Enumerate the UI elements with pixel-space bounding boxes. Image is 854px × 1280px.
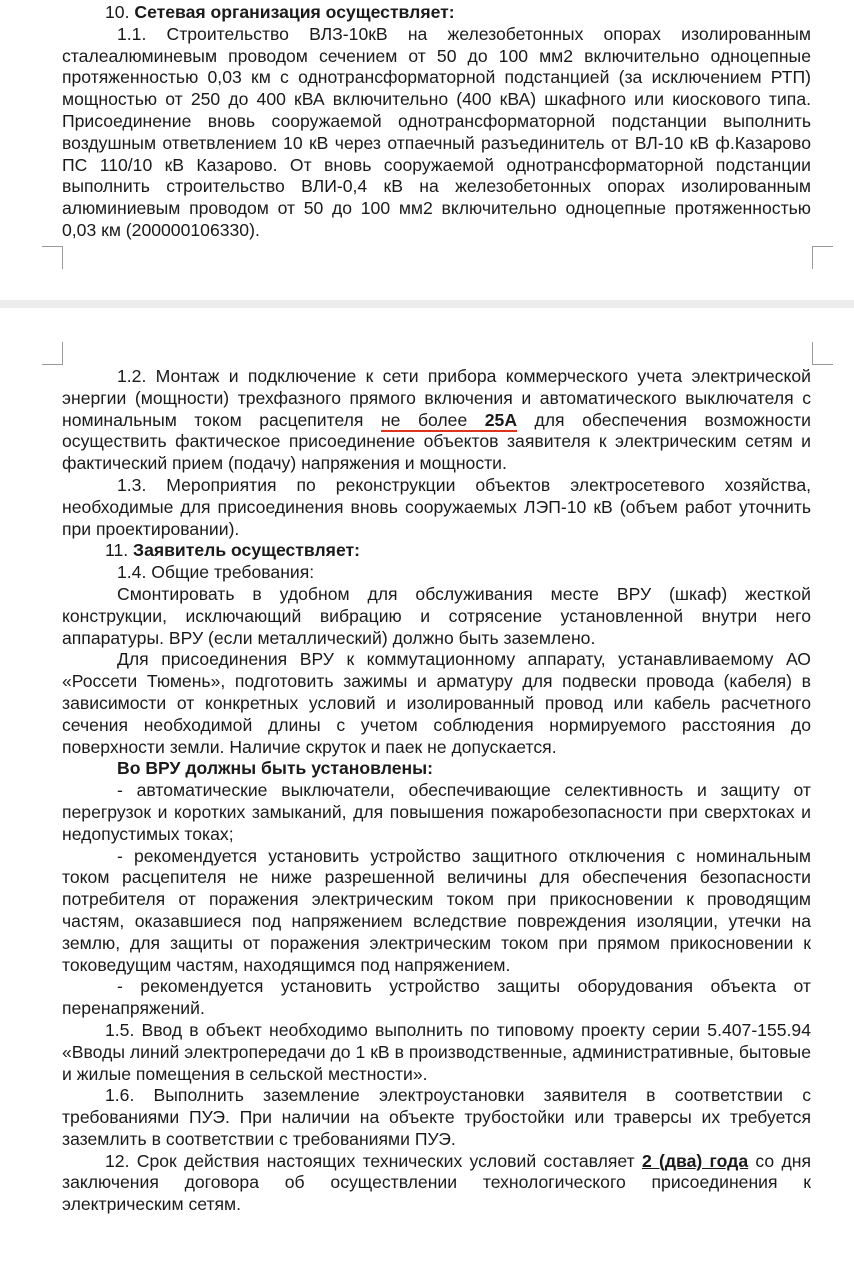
clause-1-6: 1.6. Выполнить заземление электроустановки заявителя в соответствии с требованиями ПУЭ. При наличии на объекте трубостойки или траверсы их требуется заземлить в соответствии с требованиями ПУЭ. — [62, 1085, 811, 1149]
highlighted-current-limit — [381, 410, 517, 432]
bullet-circuit-breakers: - автоматические выключатели, обеспечивающие селективность и защиту от перегрузок и коротких замыканий, для повышения пожаробезопасности при сверхтоках и недопустимых токах; — [62, 780, 811, 844]
document-page-2 — [0, 308, 854, 1280]
clause-1-5: 1.5. Ввод в объект необходимо выполнить по типовому проекту серии 5.407-155.94 «Вводы линий электропередачи до 1 кВ в производственные, административные, бытовые и жилые помещения в сельской местности». — [62, 1019, 811, 1084]
page-separator — [0, 300, 854, 308]
section-10-title: Сетевая организация осуществляет: — [134, 2, 455, 22]
section-11-number: 11. — [105, 540, 129, 561]
clause-1-4: 1.4. Общие требования: — [117, 562, 315, 583]
page1-text — [62, 2, 811, 242]
page2-text — [62, 366, 811, 1216]
section-11-heading — [62, 540, 811, 562]
vru-equipment-heading: Во ВРУ должны быть установлены: — [117, 758, 433, 779]
page-corner-mark — [812, 342, 833, 365]
bullet-surge-protection: - рекомендуется установить устройство защиты оборудования объекта от перенапряжений. — [62, 976, 811, 1019]
page-corner-mark — [42, 342, 63, 365]
section-12 — [62, 1151, 811, 1216]
current-limit-value: 25А — [484, 409, 518, 430]
mounting-paragraph: Смонтировать в удобном для обслуживания месте ВРУ (шкаф) жесткой конструкции, исключающий вибрацию и сотрясение установленной внутри него аппаратуры. ВРУ (если металлический) должно быть заземлено. — [62, 583, 811, 648]
clause-1-3: 1.3. Мероприятия по реконструкции объектов электросетевого хозяйства, необходимые для присоединения вновь сооружаемых ЛЭП-10 кВ (объем работ уточнить при проектировании). — [62, 474, 811, 539]
section-10-number: 10. — [105, 2, 130, 22]
section-10-heading — [62, 2, 811, 24]
clause-1-1: 1.1. Строительство ВЛЗ-10кВ на железобетонных опорах изолированным сталеалюминевым проводом сечением от 50 до 100 мм2 включительно одноцепные протяженностью 0,03 км с однотрансформаторной подстанцией (за исключением РТП) мощностью от 250 до 400 кВА включительно (400 кВА) шкафного или киоскового типа. Присоединение вновь сооружаемой однотрансформаторной подстанции выполнить воздушным ответвлением 10 кВ через отпаечный разъединитель от ВЛ-10 кВ ф.Казарово ПС 110/10 кВ Казарово. От вновь сооружаемой однотрансформаторной подстанции выполнить строительство ВЛИ-0,4 кВ на железобетонных опорах изолированным алюминиевым проводом от 50 до 100 мм2 включительно одноцепные протяженностью 0,03 км (200000106330). — [62, 23, 811, 240]
section-12-text: 12. Срок действия настоящих технических условий составляет — [105, 1150, 642, 1171]
connection-paragraph: Для присоединения ВРУ к коммутационному аппарату, устанавливаемому АО «Россети Тюмень», подготовить зажимы и арматуру для подвески провода (кабеля) в зависимости от конкретных условий и изолированный провод или кабель расчетного сечения необходимой длины с учетом соблюдения нормируемого расстояния до поверхности земли. Наличие скруток и паек не допускается. — [62, 649, 811, 757]
section-12-text-end: со дня заключения договора об осуществлении технологического присоединения к электрическим сетям. — [62, 1150, 811, 1215]
page-corner-mark — [812, 246, 833, 269]
document-page-1 — [0, 0, 854, 300]
bullet-rcd: - рекомендуется установить устройство защитного отключения с номинальным током расцепителя не ниже разрешенной величины для обеспечения безопасности потребителя от поражения электрическим током при прикосновении к проводящим частям, оказавшиеся под напряжением вследствие повреждения изоляции, утечки на землю, для защиты от поражения электрическим током при прямом прикосновении к токоведущим частям, находящимся под напряжением. — [62, 845, 811, 975]
clause-1-2 — [62, 366, 811, 475]
clause-1-2-text: 1.2. Монтаж и подключение к сети прибора коммерческого учета электрической энергии (мощности) трехфазного прямого включения и автоматического выключателя с номинальным током расцепителя — [62, 366, 811, 430]
validity-term: 2 (два) года — [641, 1150, 749, 1171]
page-corner-mark — [42, 246, 63, 269]
clause-1-2-text-end: для обеспечения возможности осуществить фактическое присоединение объектов заявителя к электрическим сетям и фактический прием (подачу) напряжения и мощности. — [62, 409, 811, 474]
section-11-title: Заявитель осуществляет: — [133, 540, 360, 561]
current-limit-prefix: не более — [380, 409, 485, 430]
